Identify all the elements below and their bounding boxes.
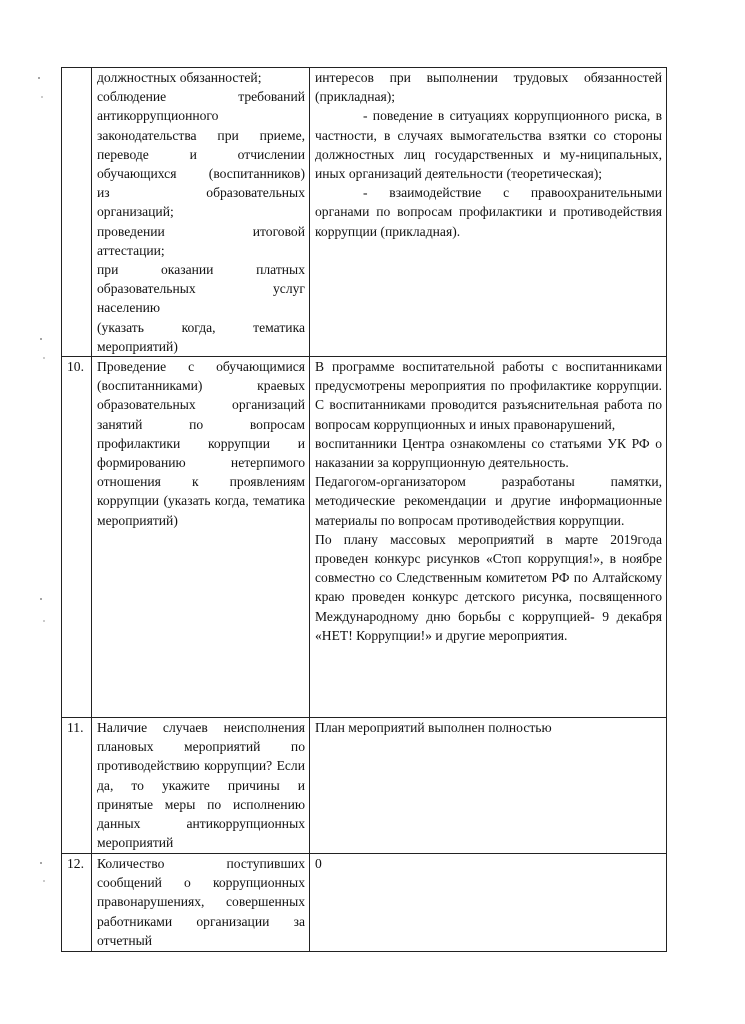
question-cell: Наличие случаев неисполнения плановых мероприятий по противодействию коррупции? Если да, то укажите причины и принятые меры по исполнению данных антикоррупционных мероприятий xyxy=(92,718,310,854)
table-row xyxy=(62,854,667,952)
answer-paragraph: План мероприятий выполнен полностью xyxy=(315,720,552,736)
question-line: законодательства при приеме, xyxy=(97,127,305,143)
scan-speck xyxy=(43,620,45,622)
question-line: из образовательных xyxy=(97,185,305,201)
question-line: аттестации; xyxy=(97,242,165,258)
question-line: переводе и отчислении xyxy=(97,146,305,162)
question-line: обучающихся (воспитанников) xyxy=(97,166,305,182)
question-line: образовательных услуг xyxy=(97,281,305,297)
answer-paragraph: 0 xyxy=(315,856,322,872)
scan-speck xyxy=(43,880,45,882)
answer-cell xyxy=(310,68,667,357)
scan-speck xyxy=(38,77,40,79)
row-number xyxy=(62,68,92,357)
question-line: населению xyxy=(97,300,161,316)
question-line: организаций; xyxy=(97,204,174,220)
answer-paragraph: воспитанники Центра ознакомлены со статьями УК РФ о наказании за коррупционную деятельность. xyxy=(315,435,662,471)
row-number: 10. xyxy=(62,357,92,718)
question-line: (указать когда, тематика xyxy=(97,319,305,335)
table-row xyxy=(62,357,667,718)
answer-paragraph: По плану массовых мероприятий в марте 2019года проведен конкурс рисунков «Стоп коррупция!», в ноябре совместно со Следственным комитетом РФ по Алтайскому краю проведен конкурс детского рисунка, посвященного Международному дню борьбы с коррупцией- 9 декабря «НЕТ! Коррупции!» и другие мероприятия. xyxy=(315,531,662,643)
answer-cell xyxy=(310,357,667,718)
question-cell: Количество поступивших сообщений о коррупционных правонарушениях, совершенных работниками организации за отчетный xyxy=(92,854,310,952)
table-row xyxy=(62,68,667,357)
row-number: 11. xyxy=(62,718,92,854)
question-line: мероприятий) xyxy=(97,338,178,354)
question-line: при оказании платных xyxy=(97,262,305,278)
answer-cell xyxy=(310,854,667,952)
table-row xyxy=(62,718,667,854)
scan-speck xyxy=(40,862,42,864)
answer-paragraph: В программе воспитательной работы с воспитанниками предусмотрены мероприятия по профилактике коррупции. С воспитанниками проводится разъяснительная работа по вопросам коррупционных и иных правонарушений, xyxy=(315,359,662,432)
scan-speck xyxy=(41,96,43,98)
question-line: антикоррупционного xyxy=(97,108,219,124)
row-number: 12. xyxy=(62,854,92,952)
answer-cell xyxy=(310,718,667,854)
question-line: проведении итоговой xyxy=(97,223,305,239)
question-line: соблюдение требований xyxy=(97,89,305,105)
answer-paragraph: - поведение в ситуациях коррупционного риска, в частности, в случаях вымогательства взятки со стороны должностных лиц государственных и му-ниципальных, иных организаций деятельности (теоретическая); xyxy=(315,108,662,182)
answer-paragraph: интересов при выполнении трудовых обязанностей (прикладная); xyxy=(315,70,662,105)
answer-paragraph: - взаимодействие с правоохранительными органами по вопросам профилактики и противодействия коррупции (прикладная). xyxy=(315,185,662,239)
question-cell: Проведение с обучающимися (воспитанниками) краевых образовательных организаций занятий по вопросам профилактики коррупции и формированию нетерпимого отношения к проявлениям коррупции (указать когда, тематика мероприятий) xyxy=(92,357,310,718)
question-line: должностных обязанностей; xyxy=(97,70,262,85)
answer-paragraph: Педагогом-организатором разработаны памятки, методические рекомендации и другие информационные материалы по вопросам противодействия коррупции. xyxy=(315,474,662,528)
scan-speck xyxy=(43,357,45,359)
scan-speck xyxy=(40,338,42,340)
scan-speck xyxy=(40,598,42,600)
report-table xyxy=(61,67,667,952)
question-cell xyxy=(92,68,310,357)
